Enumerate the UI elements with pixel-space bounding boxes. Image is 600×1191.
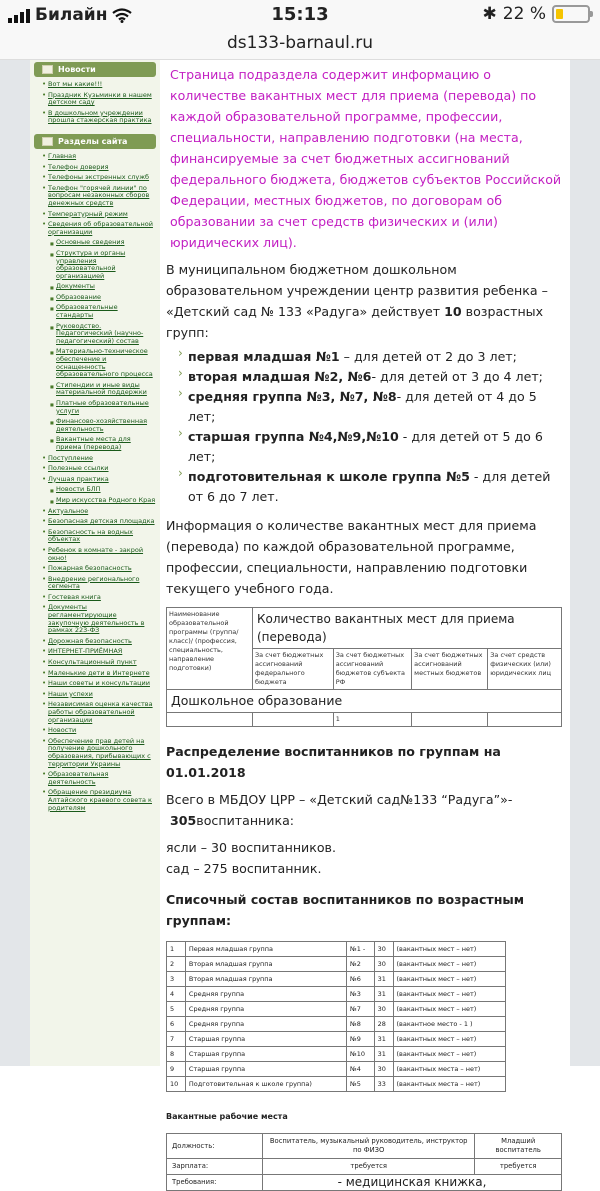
vac-cell: 1: [333, 713, 411, 727]
age-group-item: [178, 427, 564, 467]
vac-sub-header: За счет бюджетных ассигнований бюджетов субъекта РФ: [333, 649, 411, 690]
jobs-title: Вакантные рабочие места: [166, 1112, 288, 1121]
age-group-item: [178, 367, 564, 387]
table-cell: 2: [167, 957, 186, 972]
bluetooth-icon: ✱: [482, 4, 497, 24]
jobs-header: Должность:: [167, 1134, 263, 1159]
menu-link[interactable]: • Наши успехи: [42, 691, 156, 699]
site-menu: [30, 149, 160, 812]
vacancy-table: [166, 607, 562, 727]
age-group-desc: - для детей от 5 до 6 лет;: [188, 429, 543, 464]
carrier-name: Билайн: [35, 5, 108, 25]
garden-line: сад – 275 воспитанник.: [166, 861, 322, 876]
table-cell: 6: [167, 1017, 186, 1032]
table-row: [167, 1032, 506, 1047]
group-roster-table: [166, 941, 506, 1092]
intro-before: В муниципальном бюджетном дошкольном образовательном учреждении центр развития ребенка – «Детский сад № 133 «Радуга» действует: [166, 262, 548, 319]
table-cell: 31: [374, 987, 393, 1002]
battery-percent: 22 %: [502, 4, 546, 24]
jobs-header: Младший воспитатель: [475, 1134, 562, 1159]
age-group-desc: - для детей от 6 до 7 лет.: [188, 469, 551, 504]
vac-header: Количество вакантных мест для приема (перевода): [253, 608, 562, 649]
menu-link[interactable]: • Дорожная безопасность: [42, 638, 156, 646]
table-cell: (вакантное место - 1 ): [393, 1017, 505, 1032]
menu-link[interactable]: • Лучшая практика: [42, 476, 156, 484]
page-margin-left: [0, 60, 30, 1066]
table-cell: 31: [374, 1032, 393, 1047]
menu-link[interactable]: ■ Новости БЛП: [50, 486, 156, 494]
menu-link[interactable]: ■ Мир искусства Родного Края: [50, 497, 156, 505]
table-cell: (вакантных мест – нет): [393, 1047, 505, 1062]
table-cell: 33: [374, 1077, 393, 1092]
menu-link[interactable]: • Актуальное: [42, 508, 156, 516]
menu-link[interactable]: • Безопасность на водных объектах: [42, 529, 156, 544]
table-cell: №10: [346, 1047, 374, 1062]
table-cell: 7: [167, 1032, 186, 1047]
menu-link[interactable]: • Независимая оценка качества работы образовательной организации: [42, 701, 156, 724]
list-title: Списочный состав воспитанников по возрастным группам:: [166, 892, 525, 928]
age-group-desc: – для детей от 2 до 3 лет;: [339, 349, 517, 364]
table-cell: Средняя группа: [185, 987, 346, 1002]
table-cell: Старшая группа: [185, 1047, 346, 1062]
news-link[interactable]: • Вот мы какие!!!: [42, 81, 156, 89]
table-cell: Старшая группа: [185, 1032, 346, 1047]
table-cell: Подготовительная к школе группа): [185, 1077, 346, 1092]
distribution-title: Распределение воспитанников по группам на 01.01.2018: [166, 744, 501, 780]
vac-cell: [167, 713, 253, 727]
menu-link[interactable]: • Сведения об образовательной организации: [42, 221, 156, 236]
table-row: [167, 957, 506, 972]
menu-link[interactable]: • Пожарная безопасность: [42, 565, 156, 573]
menu-link[interactable]: • Полезные ссылки: [42, 465, 156, 473]
table-cell: №4: [346, 1062, 374, 1077]
table-cell: №7: [346, 1002, 374, 1017]
jobs-header: Воспитатель, музыкальный руководитель, инструктор по ФИЗО: [263, 1134, 475, 1159]
table-cell: 8: [167, 1047, 186, 1062]
table-cell: 1: [167, 942, 186, 957]
total-count: 305: [170, 813, 197, 828]
table-row: [167, 987, 506, 1002]
table-cell: №1 -: [346, 942, 374, 957]
menu-link[interactable]: ■ Руководство. Педагогический (научно-педагогический) состав: [50, 323, 156, 346]
table-row: [167, 1047, 506, 1062]
menu-link[interactable]: • Внедрение регионального сегмента: [42, 576, 156, 591]
table-cell: 5: [167, 1002, 186, 1017]
groups-count: 10: [444, 304, 462, 319]
table-cell: 9: [167, 1062, 186, 1077]
table-cell: №5: [346, 1077, 374, 1092]
table-cell: 28: [374, 1017, 393, 1032]
age-group-desc: - для детей от 3 до 4 лет;: [371, 369, 543, 384]
jobs-cell: требуется: [263, 1159, 475, 1175]
table-cell: 30: [374, 1062, 393, 1077]
menu-link[interactable]: • Обеспечение прав детей на получение дошкольного образования, прибывающих с территории Украины: [42, 738, 156, 768]
page-margin-right: [570, 60, 600, 1066]
address-bar[interactable]: ds133-barnaul.ru: [0, 30, 600, 60]
total-word: воспитанника:: [196, 813, 295, 828]
table-row: [167, 1017, 506, 1032]
sidebar: [30, 60, 160, 1066]
table-cell: 31: [374, 972, 393, 987]
age-group-desc: - для детей от 4 до 5 лет;: [188, 389, 537, 424]
table-cell: 3: [167, 972, 186, 987]
table-cell: 30: [374, 1002, 393, 1017]
table-cell: (вакантных мест – нет): [393, 1002, 505, 1017]
battery-icon: [552, 5, 590, 23]
table-cell: 30: [374, 942, 393, 957]
jobs-table: [166, 1133, 562, 1191]
intro-text: Страница подраздела содержит информацию о количестве вакантных мест для приема (перевода) по каждой образовательной программе, профессии, специальности, направлению подготовки (на места, финансируемые за счет бюджетных ассигнований федерального бюджета, бюджетов субъектов Российской Федерации, местных бюджетов, по договорам об образовании за счет средств физических и (или) юридических лиц).: [170, 67, 562, 250]
status-bar: [0, 0, 600, 30]
menu-link[interactable]: • Консультационный пункт: [42, 659, 156, 667]
table-row: [167, 972, 506, 987]
age-group-item: [178, 387, 564, 427]
menu-link[interactable]: • Температурный режим: [42, 211, 156, 219]
table-cell: (вакантных мест – нет): [393, 1032, 505, 1047]
menu-link[interactable]: ■ Стипендии и иные виды материальной поддержки: [50, 382, 156, 397]
menu-link[interactable]: • ИНТЕРНЕТ-ПРИЁМНАЯ: [42, 648, 156, 656]
jobs-cell: - медицинская книжка,: [263, 1175, 562, 1191]
age-group-name: первая младшая №1: [188, 349, 340, 364]
menu-link[interactable]: • Телефон "горячей линии" по вопросам незаконных сборов денежных средств: [42, 185, 156, 208]
table-cell: (вакантных места – нет): [393, 1062, 505, 1077]
menu-link[interactable]: ■ Основные сведения: [50, 239, 156, 247]
news-block-header: Новости: [34, 62, 156, 77]
table-cell: 10: [167, 1077, 186, 1092]
vac-section: Дошкольное образование: [167, 690, 562, 713]
menu-link[interactable]: • Главная: [42, 153, 156, 161]
menu-link[interactable]: • Телефоны экстренных служб: [42, 174, 156, 182]
menu-link[interactable]: ■ Структура и органы управления образовательной организацией: [50, 250, 156, 280]
table-row: [167, 1002, 506, 1017]
table-row: [167, 1077, 506, 1092]
menu-link[interactable]: • Документы регламентирующие закупочную деятельность в рамках 223-ФЗ: [42, 604, 156, 634]
table-cell: (вакантных мест – нет): [393, 942, 505, 957]
nursery-line: ясли – 30 воспитанников.: [166, 840, 336, 855]
vac-sub-header: За счет бюджетных ассигнований местных бюджетов: [412, 649, 488, 690]
table-cell: Средняя группа: [185, 1002, 346, 1017]
table-cell: №8: [346, 1017, 374, 1032]
table-cell: №6: [346, 972, 374, 987]
table-cell: №3: [346, 987, 374, 1002]
menu-link[interactable]: • Новости: [42, 727, 156, 735]
web-page: [0, 60, 600, 1189]
age-groups-list: [178, 347, 564, 507]
table-row: [167, 1062, 506, 1077]
age-group-name: вторая младшая №2, №6: [188, 369, 372, 384]
total-line: Всего в МБДОУ ЦРР – «Детский сад№133 “Радуга”»-: [166, 792, 513, 807]
age-group-name: подготовительная к школе группа №5: [188, 469, 470, 484]
age-group-name: средняя группа №3, №7, №8: [188, 389, 397, 404]
menu-link[interactable]: • Гостевая книга: [42, 594, 156, 602]
table-cell: Вторая младшая группа: [185, 972, 346, 987]
table-cell: Старшая группа: [185, 1062, 346, 1077]
vac-sub-header: За счет бюджетных ассигнований федерального бюджета: [253, 649, 334, 690]
menu-link[interactable]: ■ Финансово-хозяйственная деятельность: [50, 418, 156, 433]
table-cell: 31: [374, 1047, 393, 1062]
age-group-name: старшая группа №4,№9,№10: [188, 429, 399, 444]
news-link[interactable]: • Праздник Кузьминки в нашем детском саду: [42, 92, 156, 107]
menu-link[interactable]: • Безопасная детская площадка: [42, 518, 156, 526]
menu-link[interactable]: • Обращение президиума Алтайского краевого совета к родителям: [42, 789, 156, 812]
menu-link[interactable]: • Образовательная деятельность: [42, 771, 156, 786]
table-row: [167, 942, 506, 957]
table-cell: (вакантных места – нет): [393, 1077, 505, 1092]
vac-cell: [488, 713, 562, 727]
menu-link[interactable]: • Телефон доверия: [42, 164, 156, 172]
news-list: [30, 77, 160, 134]
table-cell: Вторая младшая группа: [185, 957, 346, 972]
clock: 15:13: [271, 4, 329, 25]
intro-after: возрастных групп:: [166, 304, 544, 340]
table-cell: Первая младшая группа: [185, 942, 346, 957]
info-paragraph: Информация о количестве вакантных мест для приема (перевода) по каждой образовательной программе, профессии, специальности, направлению подготовки текущего учебного года.: [166, 518, 537, 596]
news-link[interactable]: • В дошкольном учреждении прошла стажерская практика: [42, 110, 156, 125]
menu-link[interactable]: ■ Материально-техническое обеспечение и оснащенность образовательного процесса: [50, 348, 156, 378]
vac-sub-header: За счет средств физических (или) юридических лиц: [488, 649, 562, 690]
jobs-cell: Требования:: [167, 1175, 263, 1191]
menu-link[interactable]: ■ Вакантные места для приема (перевода): [50, 436, 156, 451]
vac-col-program: Наименование образовательной программы (группа/класс)/ (профессия, специальность, направление подготовки): [167, 608, 253, 690]
menu-block-header: Разделы сайта: [34, 134, 156, 149]
age-group-item: [178, 467, 564, 507]
menu-link[interactable]: ■ Платные образовательные услуги: [50, 400, 156, 415]
table-cell: 30: [374, 957, 393, 972]
menu-link[interactable]: ■ Образование: [50, 294, 156, 302]
table-cell: Средняя группа: [185, 1017, 346, 1032]
table-cell: (вакантных мест – нет): [393, 987, 505, 1002]
main-content: [160, 60, 570, 1189]
table-cell: №9: [346, 1032, 374, 1047]
table-cell: 4: [167, 987, 186, 1002]
menu-link[interactable]: • Ребенок в комнате - закрой окно!: [42, 547, 156, 562]
table-cell: (вакантных мест – нет): [393, 957, 505, 972]
menu-link[interactable]: ■ Образовательные стандарты: [50, 304, 156, 319]
jobs-cell: требуется: [475, 1159, 562, 1175]
menu-link[interactable]: ■ Документы: [50, 283, 156, 291]
table-cell: (вакантных мест – нет): [393, 972, 505, 987]
table-cell: №2: [346, 957, 374, 972]
total-count-line: [166, 810, 564, 831]
jobs-cell: Зарплата:: [167, 1159, 263, 1175]
menu-link[interactable]: • Наши советы и консультации: [42, 680, 156, 688]
vac-cell: [412, 713, 488, 727]
age-group-item: [178, 347, 564, 367]
vac-cell: [253, 713, 334, 727]
menu-link[interactable]: • Маленькие дети в Интернете: [42, 670, 156, 678]
menu-link[interactable]: • Поступление: [42, 455, 156, 463]
intro-paragraph: [166, 259, 564, 343]
